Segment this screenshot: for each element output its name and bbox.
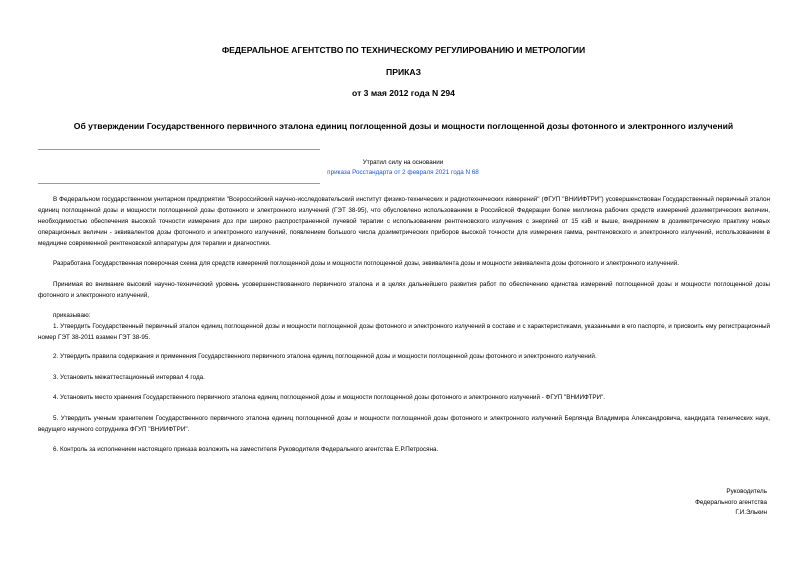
bottom-divider [38,183,320,184]
order-item-3: 3. Установить межаттестационный интервал 4 года. [53,374,205,381]
signature-name: Г.И.Элькин [735,509,767,516]
paragraph-rationale: Принимая во внимание высокий научно-технический уровень усовершенствованного первичного эталона и в целях дальнейшего развития работ по обеспечению единства измерений поглощенной дозы и мощности поглощенной дозы фотонного и электронного излучений, [38,281,770,299]
top-divider [38,149,320,150]
order-item-1: 1. Утвердить Государственный первичный эталон единиц поглощенной дозы и мощности поглощенной дозы фотонного и электронного излучений в составе и с характеристиками, указанными в его паспорте, и присвоить ему регистрационный номер ГЭТ 38-2011 взамен ГЭТ 38-95. [38,323,770,341]
order-item-5: 5. Утвердить ученым хранителем Государственного первичного эталона единиц поглощенной дозы и мощности поглощенной дозы фотонного и электронного излучений Берлянда Владимира Александровича, кандидата технических наук, ведущего научного сотрудника ФГУП "ВНИИФТРИ". [38,415,770,433]
paragraph-scheme: Разработана Государственная поверочная схема для средств измерений поглощенной дозы и мощности поглощенной дозы, эквивалента дозы и мощности эквивалента дозы фотонного и электронного излучений. [53,260,680,267]
status-note-link[interactable]: приказа Росстандарта от 2 февраля 2021 года N 68 [327,169,479,176]
order-heading: ПРИКАЗ [386,67,421,77]
order-item-2: 2. Утвердить правила содержания и применения Государственного первичного эталона единиц поглощенной дозы и мощности поглощенной дозы фотонного и электронного излучений. [53,353,597,360]
status-note-text: Утратил силу на основании [362,159,444,166]
order-item-4: 4. Установить место хранения Государственного первичного эталона единиц поглощенной дозы и мощности поглощенной дозы фотонного и электронного излучений - ФГУП "ВНИИФТРИ". [53,394,606,401]
order-item-6: 6. Контроль за исполнением настоящего приказа возложить на заместителя Руководителя Федерального агентства Е.Р.Петросяна. [53,446,439,453]
status-note [270,158,536,178]
signature-role: Руководитель [726,488,767,495]
signature-block [695,487,767,519]
order-date-number: от 3 мая 2012 года N 294 [352,88,455,98]
agency-heading: ФЕДЕРАЛЬНОЕ АГЕНТСТВО ПО ТЕХНИЧЕСКОМУ РЕГУЛИРОВАНИЮ И МЕТРОЛОГИИ [221,45,586,55]
document-title: Об утверждении Государственного первичного эталона единиц поглощенной дозы и мощности поглощенной дозы фотонного и электронного излучений [73,121,734,131]
signature-org: Федерального агентства [695,498,767,506]
paragraph-order-word: приказываю: [53,312,91,319]
paragraph-preamble: В Федеральном государственном унитарном предприятии "Всероссийский научно-исследовательский институт физико-технических и радиотехнических измерений" (ФГУП "ВНИИФТРИ") усовершенствован Государственный первичный эталон единиц поглощенной дозы и мощности поглощенной дозы фотонного и электронного излучений (ГЭТ 38-95), что обусловлено использованием в Российской Федерации более миллиона рабочих средств измерений дозиметрических величин, необходимостью обеспечения высокой точности измерения доз при широко распространенной лучевой терапии с использованием рентгеновского излучения с энергией от 15 кэВ и выше, внедрением в дозиметрическую практику новых операционных величин - эквивалентов дозы фотонного и электронного излучений, появлением большого числа дозиметрических приборов высокой точности для измерения гамма, рентгеновского и электронного излучений, использованием в медицине современной рентгеновской аппаратуры для терапии и диагностики. [38,196,770,247]
